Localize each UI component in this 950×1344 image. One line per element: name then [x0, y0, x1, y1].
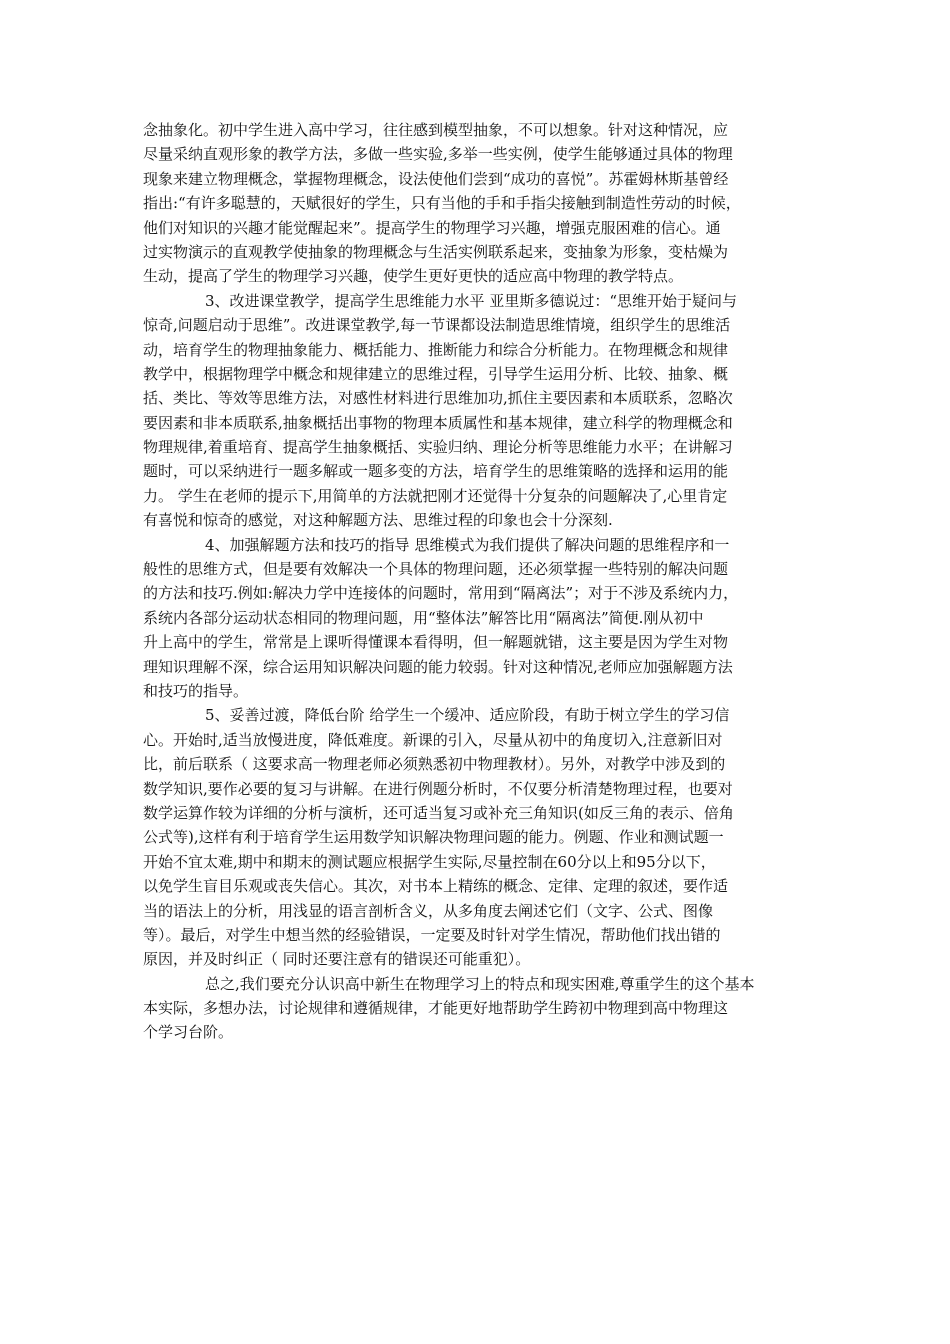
text-line: 原因，并及时纠正（ 同时还要注意有的错误还可能重犯）。 — [143, 950, 531, 969]
text-line: 当的语法上的分析，用浅显的语言剖析含义，从多角度去阐述它们（文字、公式、图像 — [143, 901, 714, 920]
text-line: 指出:“有许多聪慧的，天赋很好的学生，只有当他的手和手指尖接触到制造性劳动的时候， — [143, 194, 741, 213]
text-line: 题时，可以采纳进行一题多解或一题多变的方法，培育学生的思维策略的选择和运用的能 — [143, 462, 729, 481]
text-line: 理知识理解不深，综合运用知识解决问题的能力较弱。针对这种情况,老师应加强解题方法 — [143, 657, 733, 676]
text-line: 动，培育学生的物理抽象能力、概括能力、推断能力和综合分析能力。在物理概念和规律 — [143, 340, 729, 359]
paragraph-first-line: 4、加强解题方法和技巧的指导 思维模式为我们提供了解决问题的思维程序和一 — [205, 535, 730, 554]
text-line: 开始不宜太难,期中和期末的测试题应根据学生实际,尽量控制在60分以上和95分以下， — [143, 852, 716, 871]
document-body — [143, 118, 813, 1045]
text-line: 过实物演示的直观教学使抽象的物理概念与生活实例联系起来，变抽象为形象，变枯燥为 — [143, 242, 729, 261]
text-line: 个学习台阶。 — [143, 1023, 234, 1042]
text-line: 本实际，多想办法，讨论规律和遵循规律，才能更好地帮助学生跨初中物理到高中物理这 — [143, 999, 729, 1018]
text-line: 物理规律,着重培育、提高学生抽象概括、实验归纳、理论分析等思维能力水平；在讲解习 — [143, 438, 733, 457]
text-line: 念抽象化。初中学生进入高中学习，往往感到模型抽象，不可以想象。针对这种情况，应 — [143, 121, 729, 139]
text-line: 和技巧的指导。 — [143, 681, 249, 700]
text-line: 数学运算作较为详细的分析与演析，还可适当复习或补充三角知识(如反三角的表示、倍角 — [143, 803, 734, 822]
text-line: 般性的思维方式，但是要有效解决一个具体的物理问题，还必须掌握一些特别的解决问题 — [143, 560, 729, 579]
text-line: 等）。最后，对学生中想当然的经验错误，一定要及时针对学生情况，帮助他们找出错的 — [143, 925, 721, 944]
text-line: 现象来建立物理概念，掌握物理概念，设法使他们尝到“成功的喜悦”。苏霍姆林斯基曾经 — [143, 169, 729, 188]
text-line: 升上高中的学生，常常是上课听得懂课本看得明，但一解题就错，这主要是因为学生对物 — [143, 633, 729, 652]
text-line: 教学中，根据物理学中概念和规律建立的思维过程，引导学生运用分析、比较、抽象、概 — [143, 364, 729, 383]
text-line: 要因素和非本质联系,抽象概括出事物的物理本质属性和基本规律，建立科学的物理概念和 — [143, 413, 733, 432]
text-line: 数学知识,要作必要的复习与讲解。在进行例题分析时，不仅要分析清楚物理过程，也要对 — [143, 779, 733, 798]
text-line: 惊奇,问题启动于思维”。改进课堂教学,每一节课都设法制造思维情境，组织学生的思维活 — [143, 316, 731, 335]
paragraph-first-line: 总之,我们要充分认识高中新生在物理学习上的特点和现实困难,尊重学生的这个基本 — [205, 974, 755, 993]
paragraph-first-line: 5、妥善过渡，降低台阶 给学生一个缓冲、适应阶段，有助于树立学生的学习信 — [205, 706, 730, 725]
text-line: 心。开始时,适当放慢进度，降低难度。新课的引入，尽量从初中的角度切入,注意新旧对 — [143, 730, 723, 749]
text-line: 生动，提高了学生的物理学习兴趣，使学生更好更快的适应高中物理的教学特点。 — [143, 267, 684, 286]
text-line: 括、类比、等效等思维方法，对感性材料进行思维加功,抓住主要因素和本质联系，忽略次 — [143, 389, 733, 408]
text-line: 系统内各部分运动状态相同的物理问题，用“整体法”解答比用“隔离法”简便.刚从初中 — [143, 608, 704, 627]
text-line: 有喜悦和惊奇的感觉，对这种解题方法、思维过程的印象也会十分深刻. — [143, 511, 613, 530]
text-line: 他们对知识的兴趣才能觉醒起来”。提高学生的物理学习兴趣，增强克服困难的信心。通 — [143, 218, 721, 237]
text-line: 力。 学生在老师的提示下,用简单的方法就把刚才还觉得十分复杂的问题解决了,心里肯定 — [143, 486, 728, 505]
text-line: 比，前后联系（ 这要求高一物理老师必须熟悉初中物理教材）。另外，对教学中涉及到的 — [143, 755, 726, 774]
text-line: 以免学生盲目乐观或丧失信心。其次，对书本上精练的概念、定律、定理的叙述，要作适 — [143, 877, 729, 896]
text-line: 的方法和技巧.例如:解决力学中连接体的问题时，常用到“隔离法”；对于不涉及系统内力， — [143, 584, 739, 603]
paragraph-first-line: 3、改进课堂教学，提高学生思维能力水平 亚里斯多德说过：“思维开始于疑问与 — [205, 291, 737, 310]
text-line: 尽量采纳直观形象的教学方法，多做一些实验,多举一些实例，使学生能够通过具体的物理 — [143, 145, 733, 164]
text-line: 公式等),这样有利于培育学生运用数学知识解决物理问题的能力。例题、作业和测试题一 — [143, 828, 724, 847]
